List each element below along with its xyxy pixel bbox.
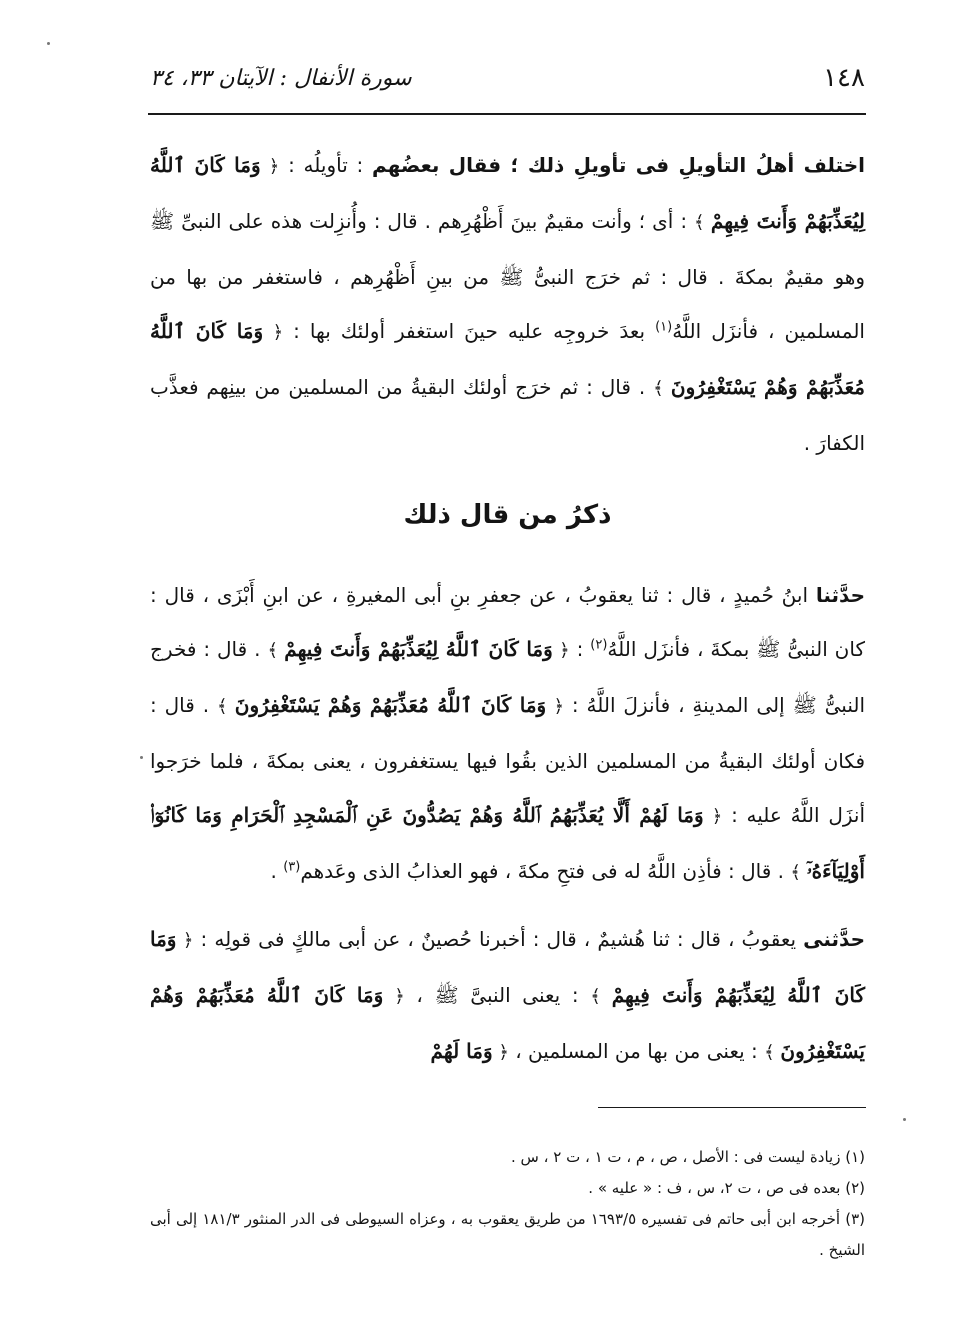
quran-verse: وَمَا كَانَ ٱللَّهُ مُعَذِّبَهُمْ وَهُمْ يَسْتَغْفِرُونَ: [150, 319, 865, 399]
margin-speck: [903, 1118, 906, 1121]
margin-speck: [140, 756, 143, 759]
ornate-bracket: ﴾: [653, 378, 671, 399]
quran-verse: وَمَا كَانَ ٱللَّهُ لِيُعَذِّبَهُمْ وَأَنتَ فِيهِمْ: [150, 927, 865, 1007]
footnote-2: (٢) بعده فى ص ، ت ٢، س ، ف : « عليه » .: [588, 1179, 865, 1197]
isnad-lead: اختلف أهلُ التأويلِ فى تأويلِ ذلك ؛ فقال بعضُهم: [372, 153, 865, 177]
text-run: . قال : ثم خرَج أولئك البقيةُ من المسلمين من بينِهم فعذَّب الكفارَ .: [150, 375, 865, 455]
isnad-lead: حدَّثنى: [803, 927, 865, 951]
paragraph: [150, 912, 865, 1080]
quran-verse: وَمَا كَانَ ٱللَّهُ مُعَذِّبَهُمْ وَهُمْ يَسْتَغْفِرُونَ: [150, 983, 865, 1063]
text-run: بعدَ خروجِه عليه حينَ استغفر أولئك بها :: [283, 319, 656, 343]
quran-verse: وَمَا لَهُمْ: [430, 1039, 493, 1063]
text-run: :: [569, 637, 591, 661]
main-text: [150, 138, 865, 1080]
text-run: .: [270, 859, 284, 883]
running-title: سورة الأنفال : الآيتان ٣٣، ٣٤: [150, 65, 412, 91]
ornate-bracket: ﴾: [694, 212, 711, 233]
text-run: ابنُ حُميدٍ ، قال : ثنا يعقوبُ ، عن جعفرِ بنِ أبى المغيرةِ ، عن ابنِ أَبْزَى ، قال : كان النبىُّ ﷺ بمكةَ ، فأنزَل اللَّهُ: [150, 583, 865, 661]
ornate-bracket: ﴾: [590, 986, 612, 1007]
footnote-marker: (٣): [283, 859, 301, 875]
quran-verse: وَمَا كَانَ ٱللَّهُ مُعَذِّبَهُمْ وَهُمْ يَسْتَغْفِرُونَ: [234, 693, 547, 717]
footnote-rule: [598, 1107, 866, 1108]
page-number: ١٤٨: [823, 63, 865, 93]
ornate-bracket: ﴿: [546, 696, 565, 717]
paragraph-block-2: [150, 568, 865, 1080]
ornate-bracket: ﴾: [764, 1042, 781, 1063]
paragraph: [150, 568, 865, 900]
text-run: : أى ؛ وأنت مقيمٌ بينَ أَظْهُرِهم . قال : وأُنزِلت هذه على النبىِّ ﷺ وهو مقيمٌ بمكةَ . قال : ثم خرَج النبىُّ ﷺ من بينِ أَظْهُرِهم ، فاستغفر من بها من المسلمين ، فأنزَل اللَّهُ: [150, 209, 865, 343]
ornate-bracket: ﴿: [176, 930, 194, 951]
ornate-bracket: ﴿: [260, 156, 280, 177]
text-run: : يعنى النبىَّ ﷺ ،: [404, 983, 591, 1007]
footnotes: [150, 1142, 865, 1266]
text-run: : تأويلُه :: [279, 153, 373, 177]
text-run: . قال : فخرج النبىُّ ﷺ إلى المدينةِ ، فأنزلَ اللَّهُ :: [150, 637, 866, 717]
page-header: [150, 58, 865, 98]
text-run: : يعنى من بها من المسلمين ،: [508, 1039, 765, 1063]
ornate-bracket: ﴾: [216, 696, 235, 717]
ornate-bracket: ﴿: [492, 1042, 509, 1063]
footnote-marker: (٢): [590, 637, 608, 653]
footnote-1: (١) زيادة ليست فى : الأصل ، ص ، م ، ت ١ ، ت ٢ ، س .: [511, 1148, 865, 1166]
paragraph: [150, 138, 865, 470]
text-run: يعقوبُ ، قال : ثنا هُشيمٌ ، قال : أخبرنا حُصينٌ ، عن أبى مالكٍ فى قولِه :: [193, 927, 804, 951]
header-rule: [148, 113, 866, 115]
section-heading: ذكرُ من قال ذلك: [403, 500, 612, 530]
ornate-bracket: ﴾: [267, 640, 285, 661]
ornate-bracket: ﴿: [263, 322, 284, 343]
footnote-marker: (١): [655, 319, 673, 335]
quran-verse: وَمَا كَانَ ٱللَّهُ لِيُعَذِّبَهُمْ وَأَنتَ فِيهِمْ: [150, 153, 865, 233]
ornate-bracket: ﴾: [790, 862, 807, 883]
footnote-3: (٣) أخرجه ابن أبى حاتم فى تفسيره ١٦٩٣/٥ من طريق يعقوب به ، وعزاه السيوطى فى الدر المنثور ١٨١/٣ إلى أبى الشيخ .: [150, 1210, 866, 1259]
text-run: . قال : فأذِن اللَّهُ له فى فتحِ مكةَ ، فهو العذابُ الذى وعَدهم: [300, 859, 791, 883]
ornate-bracket: ﴿: [383, 986, 405, 1007]
paragraph-block-1: [150, 138, 865, 470]
quran-verse: وَمَا كَانَ ٱللَّهُ لِيُعَذِّبَهُمْ وَأَنتَ فِيهِمْ: [284, 637, 553, 661]
quran-verse: وَمَا لَهُمْ أَلَّا يُعَذِّبَهُمُ ٱللَّهُ وَهُمْ يَصُدُّونَ عَنِ ٱلْمَسْجِدِ ٱلْحَرَامِ وَمَا كَانُوٓا۟ أَوْلِيَآءَهُۥٓ: [150, 803, 865, 883]
ornate-bracket: ﴿: [552, 640, 570, 661]
isnad-lead: حدَّثنا: [815, 583, 865, 607]
ornate-bracket: ﴿: [703, 806, 723, 827]
margin-speck: [47, 42, 50, 45]
text-run: . قال : فكان أولئك البقيةُ من المسلمين الذين بقُوا فيها يستغفرون ، يعنى بمكةَ ، فلما خرَجوا أنزَل اللَّهُ عليه :: [150, 693, 866, 827]
